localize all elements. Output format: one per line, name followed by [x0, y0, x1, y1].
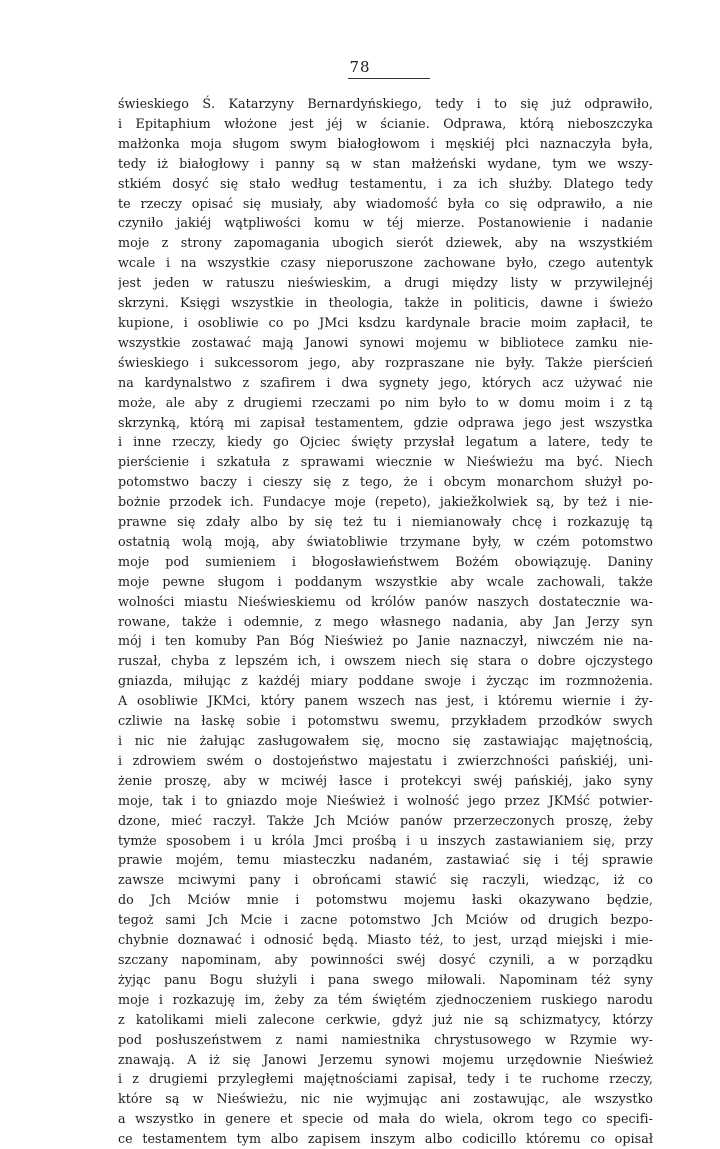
body-text: [118, 94, 653, 1149]
text-line: bożnie przodek ich. Fundacye moje (repeto), jakiežkolwiek są, by też i nie-: [118, 494, 653, 510]
text-line: moje z strony zapomagania ubogich sierót dziewek, aby na wszystkiém: [118, 235, 653, 251]
text-line: zawsze mciwymi pany i obrońcami stawić się raczyli, wiedząc, iż co: [118, 872, 653, 888]
text-line: tedy iż białogłowy i panny są w stan małżeński wydane, tym we wszy-: [118, 155, 653, 171]
text-line: rowane, także i odemnie, z mego własnego nadania, aby Jan Jerzy syn: [118, 613, 653, 629]
text-line: gniazda, miłując z każdéj miary poddane swoje i życząc im rozmnożenia.: [118, 673, 653, 689]
text-line: moje pewne sługom i poddanym wszystkie aby wcale zachowali, także: [118, 573, 653, 589]
text-line: skrzynką, którą mi zapisał testamentem, gdzie odprawa jego jest wszystka: [118, 414, 653, 430]
text-line: wolności miastu Nieświeskiemu od królów panów naszych dostatecznie wa-: [118, 593, 653, 609]
text-line: potomstwo baczy i cieszy się z tego, że i obcym monarchom służył po-: [118, 474, 653, 490]
text-line: ce testamentem tym albo zapisem inszym albo codicillo któremu co opisał: [118, 1131, 653, 1147]
text-line: znawają. A iż się Janowi Jerzemu synowi mojemu urzędownie Nieśwież: [118, 1051, 653, 1067]
text-line: do Jch Mciów mnie i potomstwu mojemu łaski okazywano będzie,: [118, 892, 653, 908]
page-number: 78: [349, 58, 371, 76]
text-line: na kardynalstwo z szafirem i dwa sygnety jego, których acz używać nie: [118, 374, 653, 390]
text-line: pod posłuszeństwem z nami namiestnika chrystusowego w Rzymie wy-: [118, 1031, 653, 1047]
text-line: stkiém dosyć się stało według testamentu, i za ich służby. Dlatego tedy: [118, 175, 653, 191]
text-line: skrzyni. Księgi wszystkie in theologia, także in politicis, dawne i świeżo: [118, 295, 653, 311]
text-line: i z drugiemi przyległemi majętnościami zapisał, tedy i te ruchome rzeczy,: [118, 1071, 653, 1087]
text-line: pierścienie i szkatuła z sprawami wiecznie w Nieświeżu ma być. Niech: [118, 454, 653, 470]
text-line: ruszał, chyba z lepszém ich, i owszem niech się stara o dobre ojczystego: [118, 653, 653, 669]
text-line: kupione, i osobliwie co po JMci ksdzu kardynale bracie moim zapłacił, te: [118, 314, 653, 330]
text-line: moje, tak i to gniazdo moje Nieśwież i wolność jego przez JKMść potwier-: [118, 792, 653, 808]
text-line: moje pod sumieniem i błogosławieństwem Bożém obowiązuję. Daniny: [118, 553, 653, 569]
text-line: i zdrowiem swém o dostojeństwo majestatu i zwierzchności pańskiéj, uni-: [118, 752, 653, 768]
text-line: prawne się zdały albo by się też tu i niemianowały chcę i rozkazuję tą: [118, 514, 653, 530]
text-line: moje i rozkazuję im, żeby za tém świętém zjednoczeniem ruskiego narodu: [118, 991, 653, 1007]
text-line: jest jeden w ratuszu nieświeskim, a drugi między listy w przywilejnéj: [118, 275, 653, 291]
text-line: mój i ten komuby Pan Bóg Nieśwież po Janie naznaczył, niwczém nie na-: [118, 633, 653, 649]
text-line: które są w Nieświeżu, nic nie wyjmując ani zostawując, ale wszystko: [118, 1091, 653, 1107]
text-line: żyjąc panu Bogu służyli i pana swego miłowali. Napominam téż syny: [118, 971, 653, 987]
text-line: i inne rzeczy, kiedy go Ojciec święty przysłał legatum a latere, tedy te: [118, 434, 653, 450]
text-line: i Epitaphium włożone jest jéj w ścianie. Odprawa, którą nieboszczyka: [118, 115, 653, 131]
text-line: może, ale aby z drugiemi rzeczami po nim było to w domu moim i z tą: [118, 394, 653, 410]
text-line: czliwie na łaskę sobie i potomstwu swemu, przykładem przodków swych: [118, 713, 653, 729]
text-line: małżonka moja sługom swym białogłowom i męskiéj płci naznaczyła była,: [118, 135, 653, 151]
text-line: świeskiego Ś. Katarzyny Bernardyńskiego, tedy i to się już odprawiło,: [118, 96, 653, 111]
text-line: tegoż sami Jch Mcie i zacne potomstwo Jch Mciów od drugich bezpo-: [118, 912, 653, 928]
text-line: czyniło jakiéj wątpliwości komu w téj mierze. Postanowienie i nadanie: [118, 215, 653, 231]
text-line: świeskiego i sukcessorom jego, aby rozpraszane nie były. Także pierścień: [118, 354, 653, 370]
text-line: wszystkie zostawać mają Janowi synowi mojemu w bibliotece zamku nie-: [118, 334, 653, 350]
text-line: żenie proszę, aby w mciwéj łasce i protekcyi swéj pańskiéj, jako syny: [118, 772, 653, 788]
text-line: te rzeczy opisać się musiały, aby wiadomość była co się odprawiło, a nie: [118, 195, 653, 211]
text-line: chybnie doznawać i odnosić będą. Miasto téż, to jest, urząd miejski i mie-: [118, 932, 653, 948]
text-line: wcale i na wszystkie czasy nieporuszone zachowane było, czego autentyk: [118, 255, 653, 271]
text-line: z katolikami mieli zalecone cerkwie, gdyż już nie są schizmatycy, którzy: [118, 1011, 653, 1027]
text-line: prawie mojém, temu miasteczku nadaném, zastawiać się i téj sprawie: [118, 852, 653, 868]
page-number-rule: [348, 78, 430, 79]
text-line: A osobliwie JKMci, który panem wszech nas jest, i któremu wiernie i ży-: [118, 693, 653, 709]
text-line: szczany napominam, aby powinności swéj dosyć czynili, a w porządku: [118, 951, 653, 967]
text-line: ostatnią wolą moją, aby światobliwie trzymane były, w czém potomstwo: [118, 533, 653, 549]
text-line: dzone, mieć raczył. Także Jch Mciów panów przerzeczonych proszę, żeby: [118, 812, 653, 828]
text-line: i nic nie żałując zasługowałem się, mocno się zastawiając majętnością,: [118, 733, 653, 748]
text-line: a wszystko in genere et specie od mała do wiela, okrom tego co specifi-: [118, 1111, 653, 1127]
text-line: tymże sposobem i u króla Jmci prośbą i u inszych zastawianiem się, przy: [118, 832, 653, 848]
